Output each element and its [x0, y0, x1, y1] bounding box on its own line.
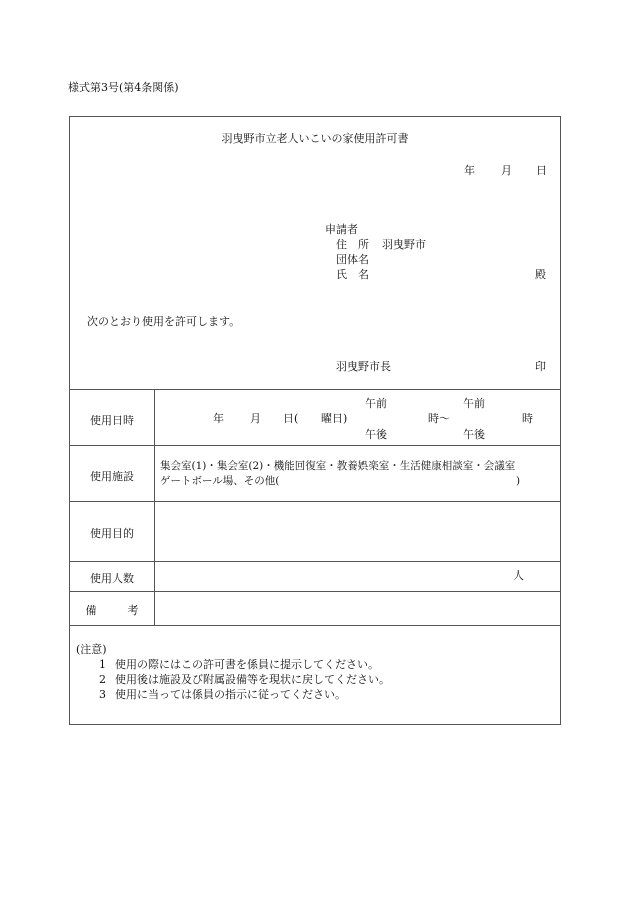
honorific: 殿 — [535, 268, 546, 281]
date-year-label: 年 — [464, 164, 475, 177]
datetime-day: 日( — [283, 412, 299, 425]
note-text: 使用に当っては係員の指示に従ってください。 — [115, 688, 346, 701]
mayor-title: 羽曳野市長 — [336, 360, 391, 373]
note-number: 1 — [99, 658, 106, 671]
date-month-label: 月 — [501, 164, 512, 177]
note-text: 使用の際にはこの許可書を係員に提示してください。 — [115, 658, 379, 671]
datetime-year: 年 — [213, 412, 224, 425]
note-text: 使用後は施設及び附属設備等を現状に戻してください。 — [115, 673, 390, 686]
am-label-start: 午前 — [365, 397, 387, 410]
divider — [70, 625, 560, 626]
facility-options-line2: ゲートボール場、その他( — [160, 475, 280, 487]
divider — [70, 445, 560, 446]
applicant-heading: 申請者 — [325, 223, 358, 236]
form-number: 様式第3号(第4条関係) — [68, 81, 179, 94]
datetime-weekday: 曜日) — [321, 412, 348, 425]
notes-heading: (注意) — [76, 643, 107, 656]
divider — [70, 501, 560, 502]
people-count-label: 使用人数 — [90, 572, 134, 585]
hour-from: 時〜 — [428, 412, 450, 425]
address-label: 住 所 — [336, 238, 369, 251]
column-divider — [154, 389, 155, 625]
form-title: 羽曳野市立老人いこいの家使用許可書 — [221, 132, 409, 145]
am-label-end: 午前 — [463, 397, 485, 410]
note-number: 3 — [99, 688, 106, 701]
note-number: 2 — [99, 673, 106, 686]
datetime-label: 使用日時 — [90, 414, 134, 427]
purpose-label: 使用目的 — [90, 527, 134, 540]
divider — [70, 591, 560, 592]
seal-mark: 印 — [535, 360, 546, 373]
facility-options-line1: 集会室(1)・集会室(2)・機能回復室・教養娯楽室・生活健康相談室・会議室 — [160, 460, 516, 472]
name-label: 氏 名 — [336, 268, 369, 281]
pm-label-start: 午後 — [365, 428, 387, 441]
date-day-label: 日 — [536, 164, 547, 177]
facility-options-close: ) — [516, 475, 521, 487]
datetime-month: 月 — [250, 412, 261, 425]
divider — [70, 389, 560, 390]
people-unit: 人 — [513, 569, 524, 582]
group-name-label: 団体名 — [336, 253, 369, 266]
hour-to: 時 — [522, 412, 533, 425]
permit-statement: 次のとおり使用を許可します。 — [87, 315, 241, 328]
address-value: 羽曳野市 — [382, 238, 426, 251]
remarks-label: 備 考 — [85, 604, 149, 617]
permit-form — [69, 116, 561, 725]
divider — [70, 561, 560, 562]
pm-label-end: 午後 — [463, 428, 485, 441]
facility-label: 使用施設 — [90, 470, 134, 483]
